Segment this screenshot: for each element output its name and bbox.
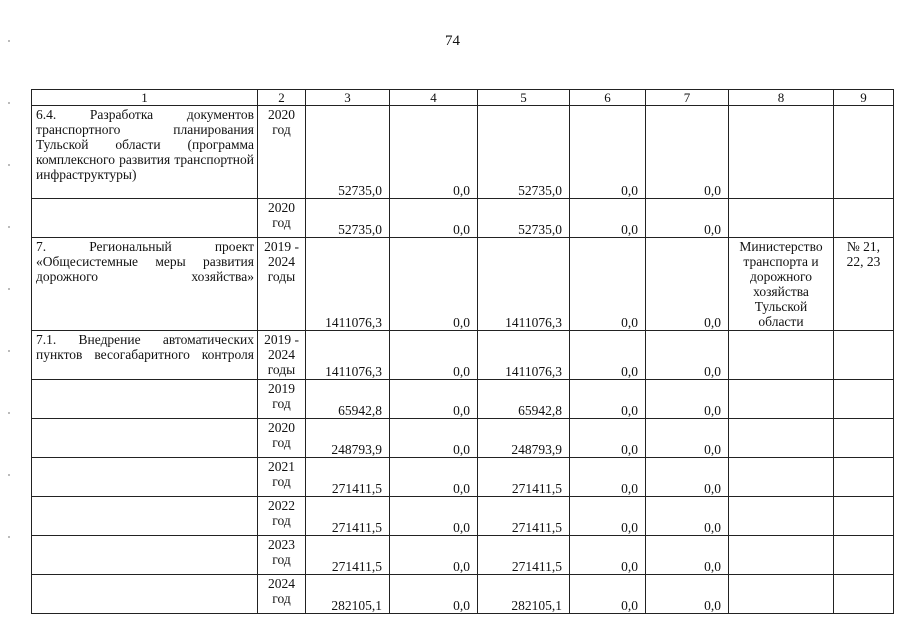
- table-row: [32, 238, 894, 331]
- cell-col-9: № 21, 22, 23: [834, 238, 894, 331]
- scan-margin-marks: [8, 40, 10, 598]
- cell-col-3: 1411076,3: [306, 331, 390, 380]
- cell-col-6: 0,0: [570, 238, 646, 331]
- cell-col-3: 282105,1: [306, 575, 390, 614]
- cell-col-9: [834, 575, 894, 614]
- table-row: [32, 199, 894, 238]
- cell-col-2: 2019 - 2024 годы: [258, 331, 306, 380]
- cell-col-6: 0,0: [570, 497, 646, 536]
- cell-col-1: [32, 497, 258, 536]
- header-cell-3: 3: [306, 90, 390, 106]
- cell-col-5: 248793,9: [478, 419, 570, 458]
- header-cell-4: 4: [390, 90, 478, 106]
- cell-col-2: 2020 год: [258, 419, 306, 458]
- cell-col-7: 0,0: [646, 419, 729, 458]
- cell-col-8: Министерство транспорта и дорожного хозяйства Тульской области: [729, 238, 834, 331]
- cell-col-7: 0,0: [646, 458, 729, 497]
- cell-col-9: [834, 380, 894, 419]
- cell-col-8: [729, 419, 834, 458]
- table-row: [32, 419, 894, 458]
- table-row: [32, 106, 894, 199]
- table-row: [32, 331, 894, 380]
- budget-table: [31, 89, 894, 614]
- cell-col-3: 1411076,3: [306, 238, 390, 331]
- cell-col-7: 0,0: [646, 238, 729, 331]
- cell-col-6: 0,0: [570, 380, 646, 419]
- table-row: [32, 458, 894, 497]
- cell-col-4: 0,0: [390, 199, 478, 238]
- cell-col-8: [729, 199, 834, 238]
- cell-col-6: 0,0: [570, 419, 646, 458]
- cell-col-6: 0,0: [570, 331, 646, 380]
- cell-col-3: 52735,0: [306, 106, 390, 199]
- table-row: [32, 497, 894, 536]
- cell-col-3: 271411,5: [306, 458, 390, 497]
- cell-col-6: 0,0: [570, 199, 646, 238]
- cell-col-1: [32, 458, 258, 497]
- cell-col-3: 271411,5: [306, 536, 390, 575]
- cell-col-7: 0,0: [646, 497, 729, 536]
- cell-col-5: 271411,5: [478, 497, 570, 536]
- cell-col-9: [834, 458, 894, 497]
- cell-col-5: 65942,8: [478, 380, 570, 419]
- header-cell-5: 5: [478, 90, 570, 106]
- cell-col-4: 0,0: [390, 536, 478, 575]
- cell-col-5: 282105,1: [478, 575, 570, 614]
- cell-col-1: [32, 419, 258, 458]
- cell-col-9: [834, 497, 894, 536]
- cell-col-5: 52735,0: [478, 106, 570, 199]
- table-row: [32, 575, 894, 614]
- cell-col-4: 0,0: [390, 458, 478, 497]
- cell-col-8: [729, 575, 834, 614]
- cell-col-3: 65942,8: [306, 380, 390, 419]
- cell-col-9: [834, 419, 894, 458]
- cell-col-4: 0,0: [390, 238, 478, 331]
- cell-col-9: [834, 106, 894, 199]
- cell-col-2: 2019 - 2024 годы: [258, 238, 306, 331]
- cell-col-9: [834, 536, 894, 575]
- header-cell-8: 8: [729, 90, 834, 106]
- cell-col-5: 1411076,3: [478, 238, 570, 331]
- cell-col-6: 0,0: [570, 458, 646, 497]
- header-cell-6: 6: [570, 90, 646, 106]
- cell-col-8: [729, 458, 834, 497]
- cell-col-1: 7. Региональный проект «Общесистемные меры развития дорожного хозяйства»: [32, 238, 258, 331]
- cell-col-1: [32, 380, 258, 419]
- cell-col-8: [729, 106, 834, 199]
- cell-col-1: 7.1. Внедрение автоматических пунктов весогабаритного контроля: [32, 331, 258, 380]
- cell-col-8: [729, 536, 834, 575]
- cell-col-2: 2020 год: [258, 199, 306, 238]
- cell-col-5: 271411,5: [478, 536, 570, 575]
- cell-col-3: 52735,0: [306, 199, 390, 238]
- cell-col-5: 271411,5: [478, 458, 570, 497]
- header-cell-2: 2: [258, 90, 306, 106]
- cell-col-2: 2020 год: [258, 106, 306, 199]
- cell-col-8: [729, 497, 834, 536]
- page-number: 74: [445, 33, 460, 49]
- cell-col-3: 248793,9: [306, 419, 390, 458]
- cell-col-1: [32, 575, 258, 614]
- cell-col-7: 0,0: [646, 106, 729, 199]
- cell-col-9: [834, 331, 894, 380]
- cell-col-5: 1411076,3: [478, 331, 570, 380]
- cell-col-4: 0,0: [390, 331, 478, 380]
- cell-col-4: 0,0: [390, 380, 478, 419]
- table-row: [32, 380, 894, 419]
- cell-col-2: 2024 год: [258, 575, 306, 614]
- cell-col-8: [729, 331, 834, 380]
- cell-col-9: [834, 199, 894, 238]
- cell-col-7: 0,0: [646, 199, 729, 238]
- cell-col-4: 0,0: [390, 106, 478, 199]
- table-header-row: [32, 90, 894, 106]
- cell-col-7: 0,0: [646, 536, 729, 575]
- cell-col-7: 0,0: [646, 575, 729, 614]
- cell-col-2: 2019 год: [258, 380, 306, 419]
- cell-col-1: [32, 199, 258, 238]
- cell-col-7: 0,0: [646, 331, 729, 380]
- cell-col-3: 271411,5: [306, 497, 390, 536]
- header-cell-9: 9: [834, 90, 894, 106]
- table-body: [32, 90, 894, 614]
- header-cell-7: 7: [646, 90, 729, 106]
- header-cell-1: 1: [32, 90, 258, 106]
- cell-col-2: 2023 год: [258, 536, 306, 575]
- cell-col-1: 6.4. Разработка документов транспортного планирования Тульской области (программа комплексного развития транспортной инфраструктуры): [32, 106, 258, 199]
- cell-col-1: [32, 536, 258, 575]
- cell-col-2: 2022 год: [258, 497, 306, 536]
- cell-col-4: 0,0: [390, 497, 478, 536]
- table-row: [32, 536, 894, 575]
- cell-col-8: [729, 380, 834, 419]
- cell-col-6: 0,0: [570, 536, 646, 575]
- cell-col-4: 0,0: [390, 419, 478, 458]
- cell-col-5: 52735,0: [478, 199, 570, 238]
- cell-col-6: 0,0: [570, 106, 646, 199]
- cell-col-7: 0,0: [646, 380, 729, 419]
- cell-col-6: 0,0: [570, 575, 646, 614]
- cell-col-4: 0,0: [390, 575, 478, 614]
- cell-col-2: 2021 год: [258, 458, 306, 497]
